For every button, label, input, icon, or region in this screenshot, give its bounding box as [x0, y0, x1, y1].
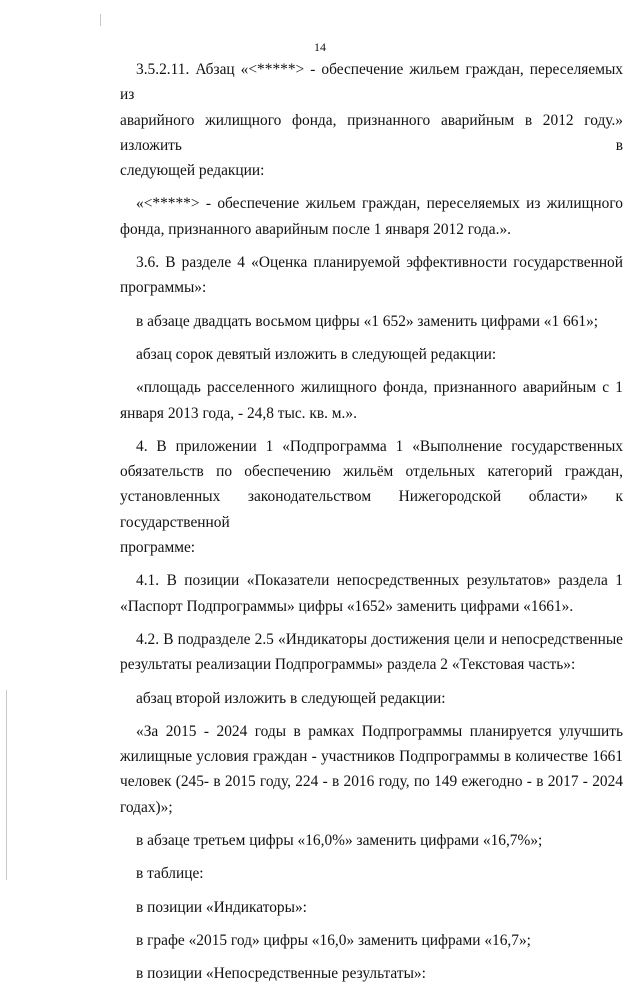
paragraph: [120, 250, 623, 301]
text-line: в абзаце двадцать восьмом цифры «1 652» заменить цифрами «1 661»;: [136, 312, 599, 330]
text-line: фонда, признанного аварийным после 1 января 2012 года.».: [120, 220, 512, 238]
paragraph: [120, 828, 623, 853]
text-line: «За 2015 - 2024 годы в рамках Подпрограммы планируется улучшить: [136, 722, 623, 740]
text-line: установленных законодательством Нижегородской области» к государственной: [120, 488, 623, 531]
text-line: результаты реализации Подпрограммы» раздела 2 «Текстовая часть»:: [120, 656, 576, 674]
text-line: годах)»;: [120, 798, 173, 816]
text-line: в абзаце третьем цифры «16,0%» заменить цифрами «16,7%»;: [136, 832, 543, 850]
text-line: аварийного жилищного фонда, признанного аварийным в 2012 году.» изложить в: [120, 111, 623, 154]
text-line: «Паспорт Подпрограммы» цифры «1652» заменить цифрами «1661».: [120, 597, 574, 615]
page-number: 14: [314, 40, 326, 54]
text-line: человек (245- в 2015 году, 224 - в 2016 году, по 149 ежегодно - в 2017 - 2024: [120, 773, 623, 791]
text-line: абзац сорок девятый изложить в следующей редакции:: [136, 345, 497, 363]
text-line: в позиции «Непосредственные результаты»:: [136, 965, 426, 983]
paragraph: [120, 961, 623, 986]
paragraph: [120, 686, 623, 711]
paragraph: [120, 309, 623, 334]
text-line: 4.2. В подразделе 2.5 «Индикаторы достижения цели и непосредственные: [136, 630, 623, 648]
scan-margin-mark: [6, 690, 7, 880]
paragraph: [120, 375, 623, 426]
text-line: абзац второй изложить в следующей редакции:: [136, 689, 446, 707]
text-line: «площадь расселенного жилищного фонда, признанного аварийным с 1: [136, 379, 623, 397]
text-line: в графе «2015 год» цифры «16,0» заменить цифрами «16,7»;: [136, 931, 531, 949]
text-line: программы»:: [120, 279, 207, 297]
text-line: следующей редакции:: [120, 162, 265, 180]
text-line: 3.5.2.11. Абзац «<*****> - обеспечение жильем граждан, переселяемых из: [120, 61, 623, 104]
paragraph: [120, 568, 623, 619]
paragraph: [120, 342, 623, 367]
text-line: в позиции «Индикаторы»:: [136, 898, 307, 916]
text-line: 4. В приложении 1 «Подпрограмма 1 «Выполнение государственных: [136, 437, 623, 455]
document-body: [120, 57, 623, 987]
text-line: в таблице:: [136, 865, 204, 883]
paragraph: [120, 895, 623, 920]
text-line: обязательств по обеспечению жильём отдельных категорий граждан,: [120, 463, 623, 481]
paragraph: [120, 57, 623, 183]
paragraph: [120, 191, 623, 242]
text-line: программе:: [120, 539, 196, 557]
paragraph: [120, 719, 623, 820]
scan-margin-mark: [100, 14, 101, 26]
paragraph: [120, 928, 623, 953]
paragraph: [120, 861, 623, 886]
text-line: января 2013 года, - 24,8 тыс. кв. м.».: [120, 404, 357, 422]
text-line: 4.1. В позиции «Показатели непосредственных результатов» раздела 1: [136, 572, 623, 590]
text-line: 3.6. В разделе 4 «Оценка планируемой эффективности государственной: [136, 254, 623, 272]
paragraph: [120, 434, 623, 560]
text-line: «<*****> - обеспечение жильем граждан, переселяемых из жилищного: [136, 195, 623, 213]
paragraph: [120, 627, 623, 678]
text-line: жилищные условия граждан - участников Подпрограммы в количестве 1661: [120, 748, 623, 766]
